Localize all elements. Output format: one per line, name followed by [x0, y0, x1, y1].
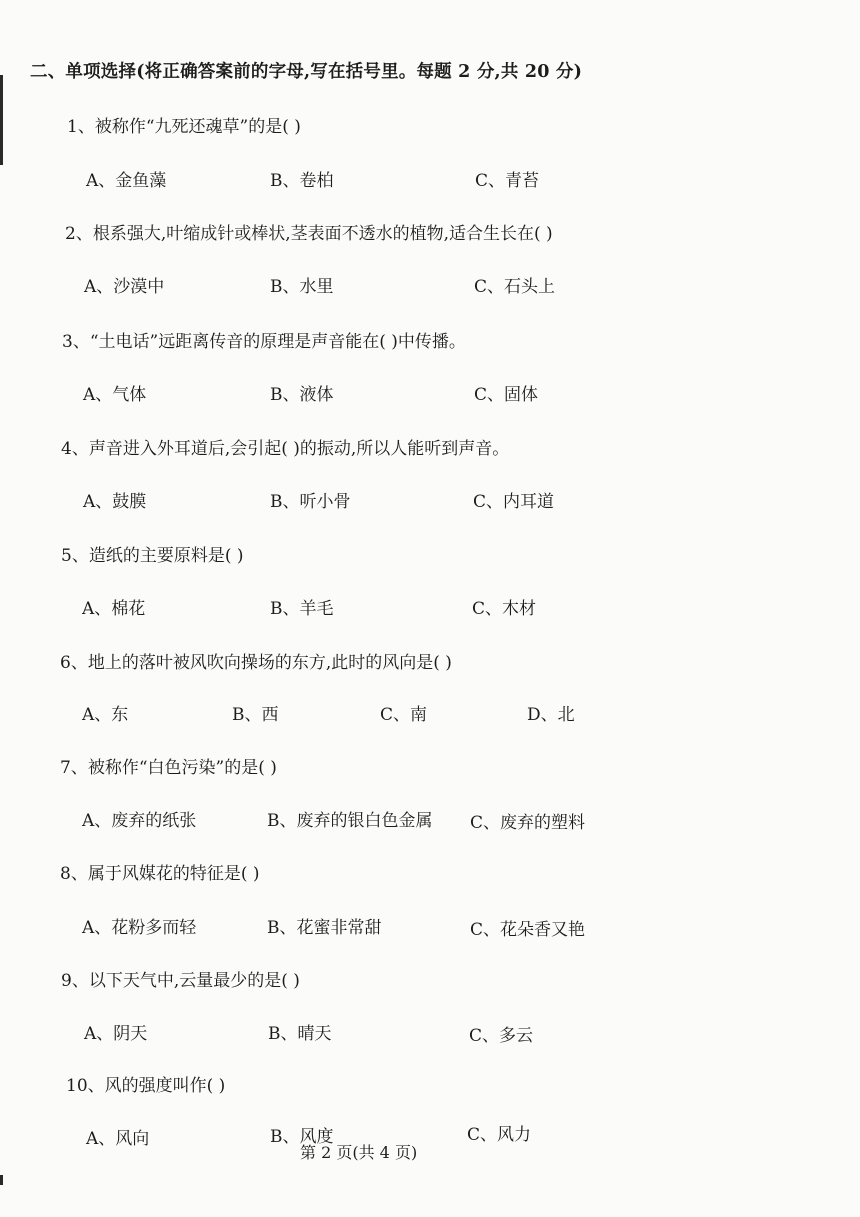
- question-1: 1、被称作“九死还魂草”的是( ): [67, 117, 301, 137]
- q5-option-a: A、棉花: [82, 599, 146, 619]
- q8-option-b: B、花蜜非常甜: [267, 918, 382, 938]
- q8-option-c: C、花朵香又艳: [470, 920, 586, 940]
- question-7: 7、被称作“白色污染”的是( ): [60, 758, 277, 778]
- question-10: 10、风的强度叫作( ): [66, 1076, 226, 1096]
- q1-option-a: A、金鱼藻: [86, 171, 167, 191]
- q9-option-c: C、多云: [469, 1026, 534, 1046]
- q4-option-c: C、内耳道: [473, 492, 555, 512]
- q7-option-c: C、废弃的塑料: [470, 813, 586, 833]
- binding-mark-bottom: [0, 1175, 3, 1185]
- q4-option-a: A、鼓膜: [83, 492, 147, 512]
- q10-option-a: A、风向: [86, 1129, 150, 1149]
- q5-option-b: B、羊毛: [270, 599, 334, 619]
- question-2: 2、根系强大,叶缩成针或棒状,茎表面不透水的植物,适合生长在( ): [65, 224, 553, 244]
- q9-option-a: A、阴天: [84, 1024, 148, 1044]
- q3-option-c: C、固体: [474, 385, 539, 405]
- question-4: 4、声音进入外耳道后,会引起( )的振动,所以人能听到声音。: [61, 439, 510, 459]
- q8-option-a: A、花粉多而轻: [82, 918, 197, 938]
- q2-option-c: C、石头上: [474, 277, 556, 297]
- q9-option-b: B、晴天: [268, 1024, 332, 1044]
- q5-option-c: C、木材: [472, 599, 537, 619]
- q10-option-c: C、风力: [467, 1125, 532, 1145]
- q6-option-a: A、东: [82, 705, 129, 725]
- q6-option-c: C、南: [380, 705, 428, 725]
- question-3: 3、“土电话”远距离传音的原理是声音能在( )中传播。: [62, 332, 466, 352]
- section-title: 二、单项选择(将正确答案前的字母,写在括号里。每题 2 分,共 20 分): [30, 62, 583, 82]
- page-footer: 第 2 页(共 4 页): [300, 1143, 418, 1162]
- q4-option-b: B、听小骨: [270, 492, 351, 512]
- question-5: 5、造纸的主要原料是( ): [61, 546, 244, 566]
- binding-mark: [0, 75, 3, 165]
- question-6: 6、地上的落叶被风吹向操场的东方,此时的风向是( ): [60, 653, 452, 673]
- q6-option-b: B、西: [232, 705, 279, 725]
- q7-option-b: B、废弃的银白色金属: [267, 811, 433, 831]
- q1-option-c: C、青苔: [475, 171, 540, 191]
- q3-option-b: B、液体: [270, 385, 334, 405]
- q3-option-a: A、气体: [83, 385, 147, 405]
- q2-option-b: B、水里: [270, 277, 334, 297]
- question-9: 9、以下天气中,云量最少的是( ): [61, 971, 300, 991]
- q1-option-b: B、卷柏: [270, 171, 334, 191]
- q7-option-a: A、废弃的纸张: [82, 811, 197, 831]
- q2-option-a: A、沙漠中: [84, 277, 165, 297]
- q10-option-b: B、风度: [270, 1127, 334, 1147]
- q6-option-d: D、北: [527, 705, 575, 725]
- question-8: 8、属于风媒花的特征是( ): [60, 864, 260, 884]
